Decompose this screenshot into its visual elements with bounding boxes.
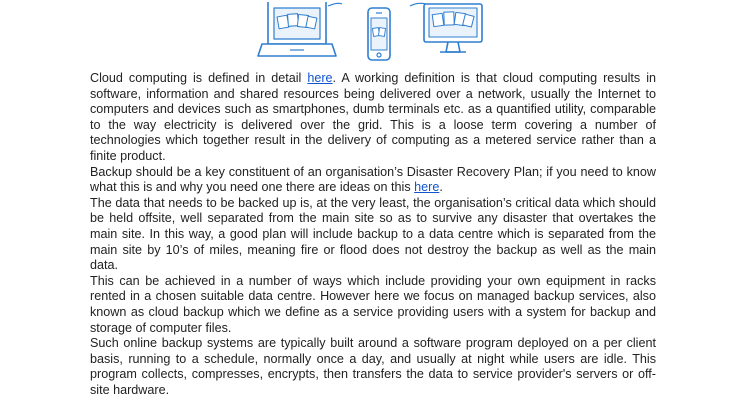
connection-line-left (328, 3, 342, 6)
link-cloud-definition[interactable]: here (307, 71, 333, 85)
monitor-icon (424, 4, 482, 52)
article-body (90, 71, 656, 398)
smartphone-icon (368, 8, 390, 60)
paragraph-cloud-definition: Cloud computing is defined in detail here. A working definition is that cloud computing results in software, information and shared resources being delivered over a network, usually the Internet to computers and devices such as smartphones, dumb terminals etc. as a quantified utility, comparable to the way electricity is delivered over the grid. This is a loose term covering a number of technologies which together result in the delivery of computing as a metered service rather than a finite product. (90, 71, 657, 163)
paragraph-offsite-data: The data that needs to be backed up is, at the very least, the organisation’s critical data which should be held offsite, well separated from the main site so as to survive any disaster that overtakes the main site. In this way, a good plan will include backup to a data centre which is separated from the main site by 10’s of miles, meaning fire or flood does not destroy the backup as well as the main data. (90, 195, 656, 273)
link-disaster-recovery[interactable]: here (414, 180, 440, 195)
laptop-icon (258, 2, 336, 56)
paragraph-online-backup-systems: Such online backup systems are typically built around a software program deployed on a per client basis, running to a schedule, normally once a day, and usually at night while users are idle. This program collects, compresses, encrypts, then transfers the data to service provider's servers or off-site hardware. (90, 336, 656, 397)
paragraph-managed-backup: This can be achieved in a number of ways which include providing your own equipment in racks rented in a chosen suitable data centre. However here we focus on managed backup services, also known as cloud backup which we define as a service providing users with a system for backup and storage of computer files. (90, 273, 656, 335)
devices-illustration (250, 0, 500, 68)
paragraph-backup-dr-plan: Backup should be a key constituent of an organisation’s Disaster Recovery Plan; if you need to know what this is and why you need one there are ideas on this here. (90, 164, 656, 195)
